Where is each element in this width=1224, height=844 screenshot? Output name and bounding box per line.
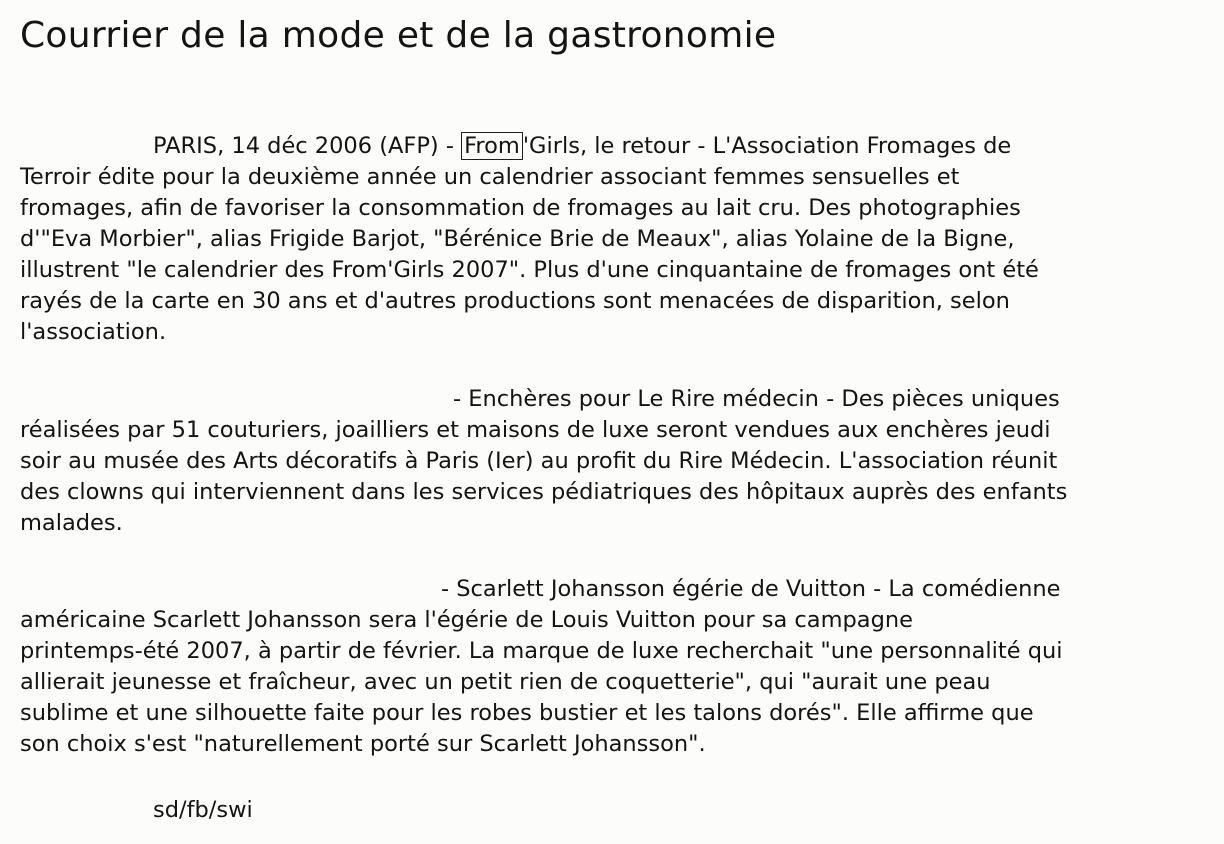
article-line [20, 131, 1200, 162]
article-line: soir au musée des Arts décoratifs à Paris (Ier) au profit du Rire Médecin. L'association réunit [20, 448, 1058, 474]
dateline-text: PARIS, 14 déc 2006 (AFP) - [153, 133, 462, 159]
article-line: allierait jeunesse et fraîcheur, avec un petit rien de coquetterie", qui "aurait une peau [20, 669, 991, 695]
article-line: rayés de la carte en 30 ans et d'autres productions sont menacées de disparition, selon [20, 288, 1010, 314]
article-line: américaine Scarlett Johansson sera l'égérie de Louis Vuitton pour sa campagne [20, 607, 913, 633]
article-line: d'"Eva Morbier", alias Frigide Barjot, "Bérénice Brie de Meaux", alias Yolaine de la Bigne, [20, 226, 1015, 252]
article-line: malades. [20, 510, 123, 536]
article-scarlett-johansson [20, 574, 1200, 760]
article-line: réalisées par 51 couturiers, joailliers et maisons de luxe seront vendues aux enchères jeudi [20, 417, 1051, 443]
article-rire-medecin [20, 384, 1200, 539]
article-line: - Scarlett Johansson égérie de Vuitton - La comédienne [441, 576, 1061, 602]
article-fromgirls [20, 131, 1200, 348]
article-line: Terroir édite pour la deuxième année un calendrier associant femmes sensuelles et [20, 164, 960, 190]
article-line: printemps-été 2007, à partir de février. La marque de luxe recherchait "une personnalité qui [20, 638, 1063, 664]
page-title: Courrier de la mode et de la gastronomie [20, 15, 777, 56]
article-line: sublime et une silhouette faite pour les robes bustier et les talons dorés". Elle affirme que [20, 700, 1034, 726]
article-line: des clowns qui interviennent dans les services pédiatriques des hôpitaux auprès des enfants [20, 479, 1068, 505]
article-line: illustrent "le calendrier des From'Girls 2007". Plus d'une cinquantaine de fromages ont été [20, 257, 1039, 283]
article-line: son choix s'est "naturellement porté sur Scarlett Johansson". [20, 731, 706, 757]
article-line-text: 'Girls, le retour - L'Association Fromages de [522, 133, 1012, 159]
article-line: - Enchères pour Le Rire médecin - Des pièces uniques [453, 386, 1060, 412]
article-line: l'association. [20, 319, 167, 345]
boxed-word: From [461, 132, 523, 160]
article-line: fromages, afin de favoriser la consommation de fromages au lait cru. Des photographies [20, 195, 1021, 221]
signature: sd/fb/swi [153, 797, 253, 823]
